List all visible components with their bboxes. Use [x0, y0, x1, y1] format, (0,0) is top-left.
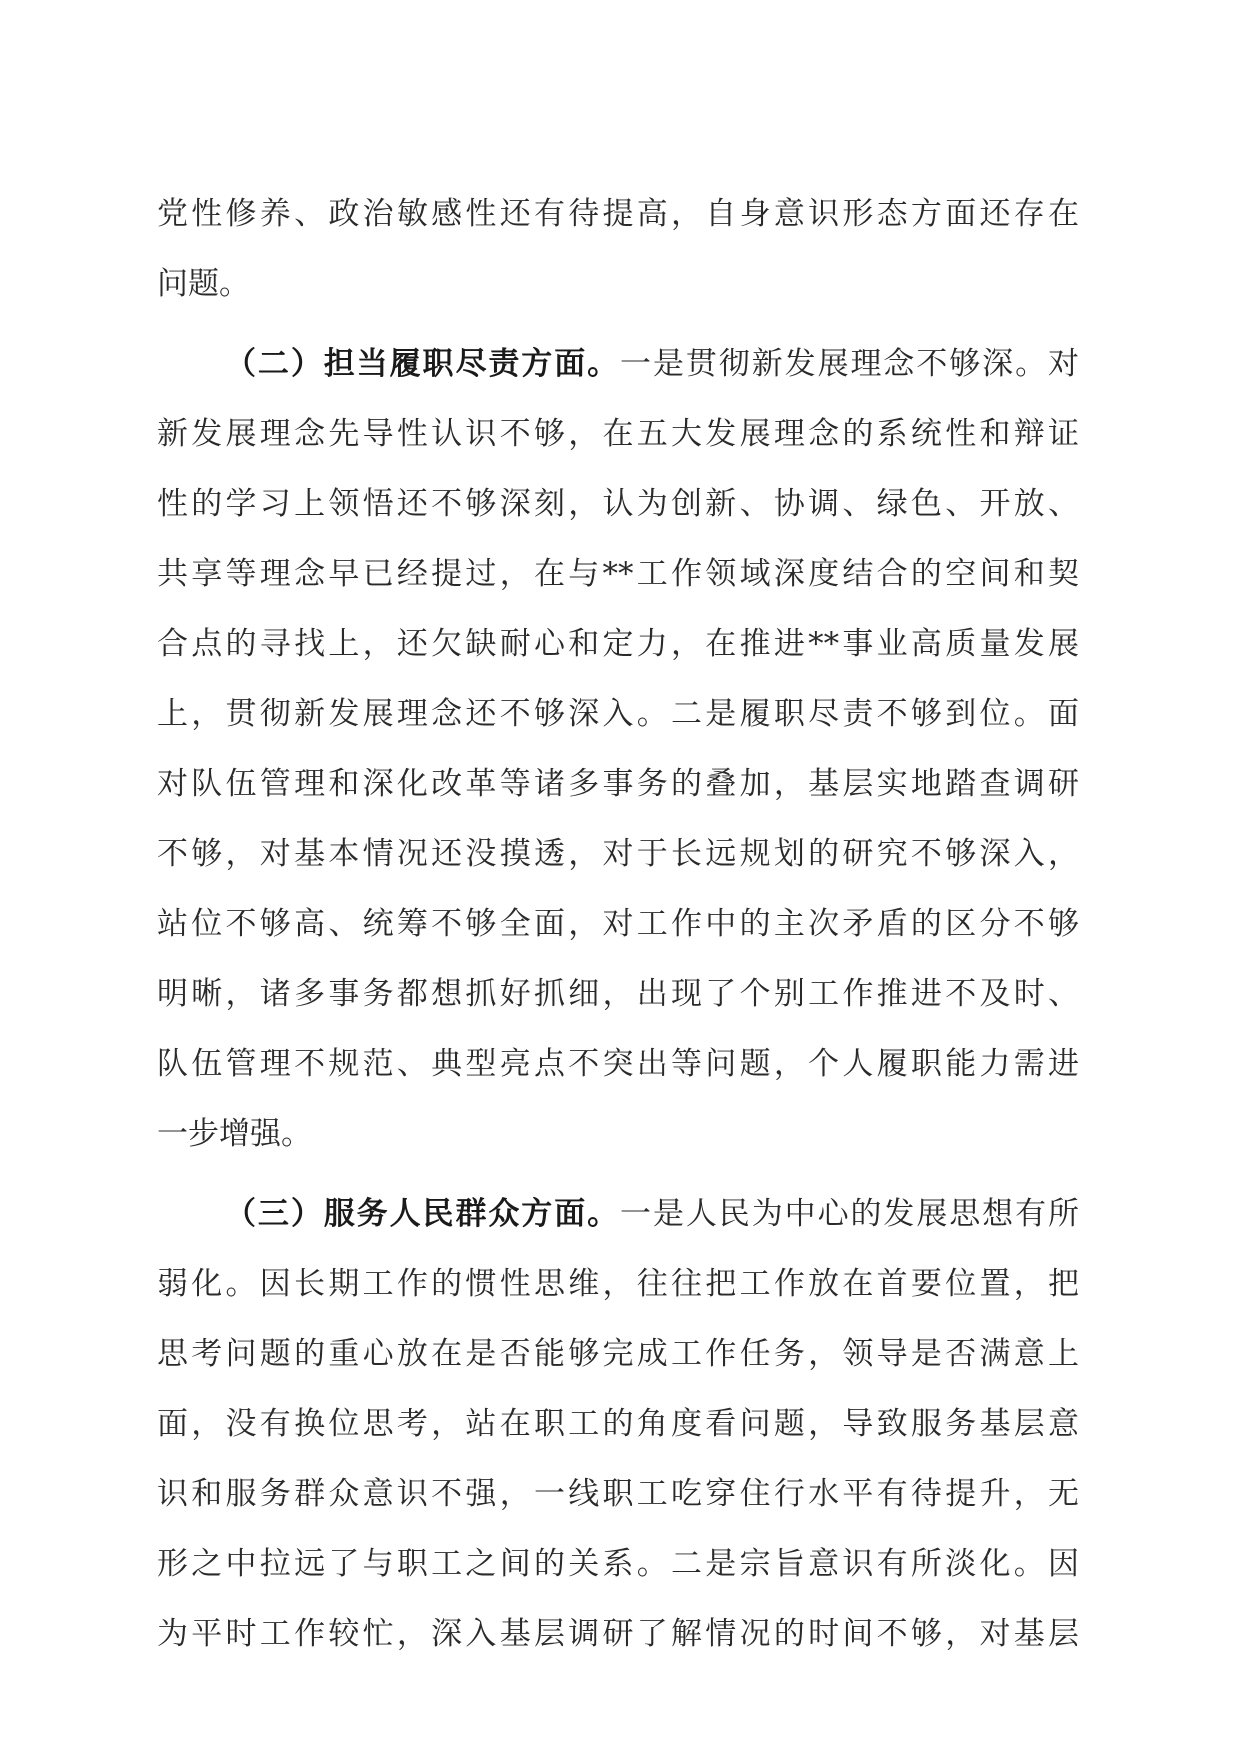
section-heading: （三）服务人民群众方面。	[225, 1196, 621, 1232]
text-line: 识和服务群众意识不强，一线职工吃穿住行水平有待提升，无	[157, 1476, 1079, 1512]
text-line	[157, 329, 1079, 399]
paragraph-serving-people	[157, 1179, 1079, 1669]
text-line: 不够，对基本情况还没摸透，对于长远规划的研究不够深入，	[157, 836, 1079, 872]
text-line: 上，贯彻新发展理念还不够深入。二是履职尽责不够到位。面	[157, 696, 1079, 732]
text-line: 性的学习上领悟还不够深刻，认为创新、协调、绿色、开放、	[157, 486, 1079, 522]
text-line: 问题。	[157, 266, 250, 302]
document-page	[157, 179, 1079, 1679]
paragraph-duty-performance	[157, 329, 1079, 1169]
text-line: 形之中拉远了与职工之间的关系。二是宗旨意识有所淡化。因	[157, 1546, 1079, 1582]
text-line: 共享等理念早已经提过，在与**工作领域深度结合的空间和契	[157, 556, 1079, 592]
text-span: 一是贯彻新发展理念不够深。对	[620, 346, 1080, 382]
text-line: 党性修养、政治敏感性还有待提高，自身意识形态方面还存在	[157, 196, 1079, 232]
paragraph-ideology-continued	[157, 179, 1079, 319]
text-line: 面，没有换位思考，站在职工的角度看问题，导致服务基层意	[157, 1406, 1079, 1442]
text-line: 思考问题的重心放在是否能够完成工作任务，领导是否满意上	[157, 1336, 1079, 1372]
text-line: 队伍管理不规范、典型亮点不突出等问题，个人履职能力需进	[157, 1046, 1079, 1082]
text-line: 弱化。因长期工作的惯性思维，往往把工作放在首要位置，把	[157, 1266, 1079, 1302]
section-heading: （二）担当履职尽责方面。	[225, 346, 621, 382]
text-line: 新发展理念先导性认识不够，在五大发展理念的系统性和辩证	[157, 416, 1079, 452]
text-line: 明晰，诸多事务都想抓好抓细，出现了个别工作推进不及时、	[157, 976, 1079, 1012]
text-line: 合点的寻找上，还欠缺耐心和定力，在推进**事业高质量发展	[157, 626, 1079, 662]
text-line: 为平时工作较忙，深入基层调研了解情况的时间不够，对基层	[157, 1616, 1079, 1652]
text-span: 一是人民为中心的发展思想有所	[620, 1196, 1080, 1232]
text-line	[157, 1179, 1079, 1249]
text-line: 对队伍管理和深化改革等诸多事务的叠加，基层实地踏查调研	[157, 766, 1079, 802]
text-line: 一步增强。	[157, 1116, 312, 1152]
text-line: 站位不够高、统筹不够全面，对工作中的主次矛盾的区分不够	[157, 906, 1079, 942]
